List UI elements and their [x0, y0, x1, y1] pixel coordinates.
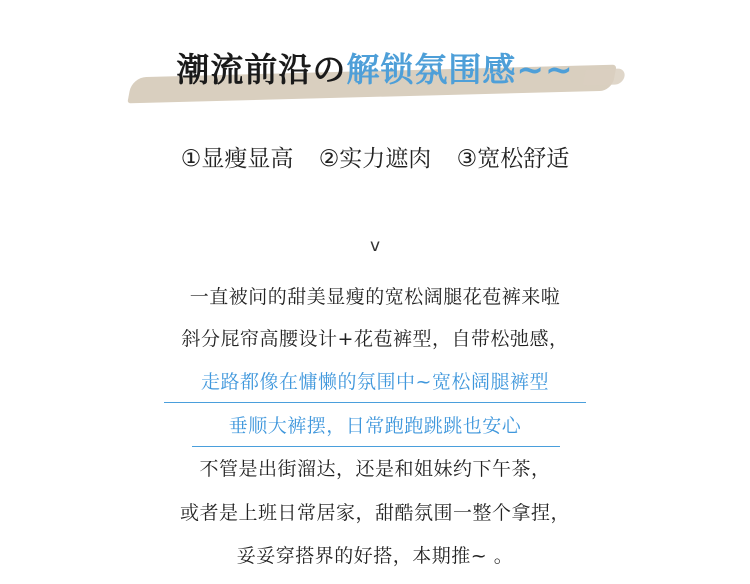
- down-arrow-icon: v: [369, 236, 381, 256]
- feature-item-coverage: ②实力遮肉: [318, 146, 432, 172]
- body-line: 或者是上班日常居家，甜酷氛围一整个拿捏，: [179, 502, 570, 524]
- highlight-underline: [164, 402, 586, 403]
- title-blue-part: 解锁氛围感~~: [346, 50, 574, 89]
- feature-list: [0, 140, 750, 173]
- title-dark-part: 潮流前沿の: [176, 50, 347, 89]
- feature-item-comfort: ③宽松舒适: [456, 146, 570, 172]
- highlight-line: 走路都像在慵懒的氛围中~宽松阔腿裤型: [201, 371, 549, 393]
- body-line: 不管是出街溜达，还是和姐妹约下午茶，: [199, 458, 551, 480]
- body-line: 斜分屁帘高腰设计+花苞裤型，自带松弛感，: [181, 328, 569, 350]
- section-title: [0, 36, 750, 100]
- body-line: 一直被问的甜美显瘦的宽松阔腿花苞裤来啦: [189, 286, 561, 308]
- feature-item-slimming: ①显瘦显高: [180, 146, 294, 172]
- highlight-underline: [192, 446, 560, 447]
- body-line: 妥妥穿搭界的好搭，本期推~ 。: [236, 545, 514, 567]
- title-text: [0, 44, 750, 91]
- highlight-line: 垂顺大裤摆，日常跑跑跳跳也安心: [228, 415, 522, 437]
